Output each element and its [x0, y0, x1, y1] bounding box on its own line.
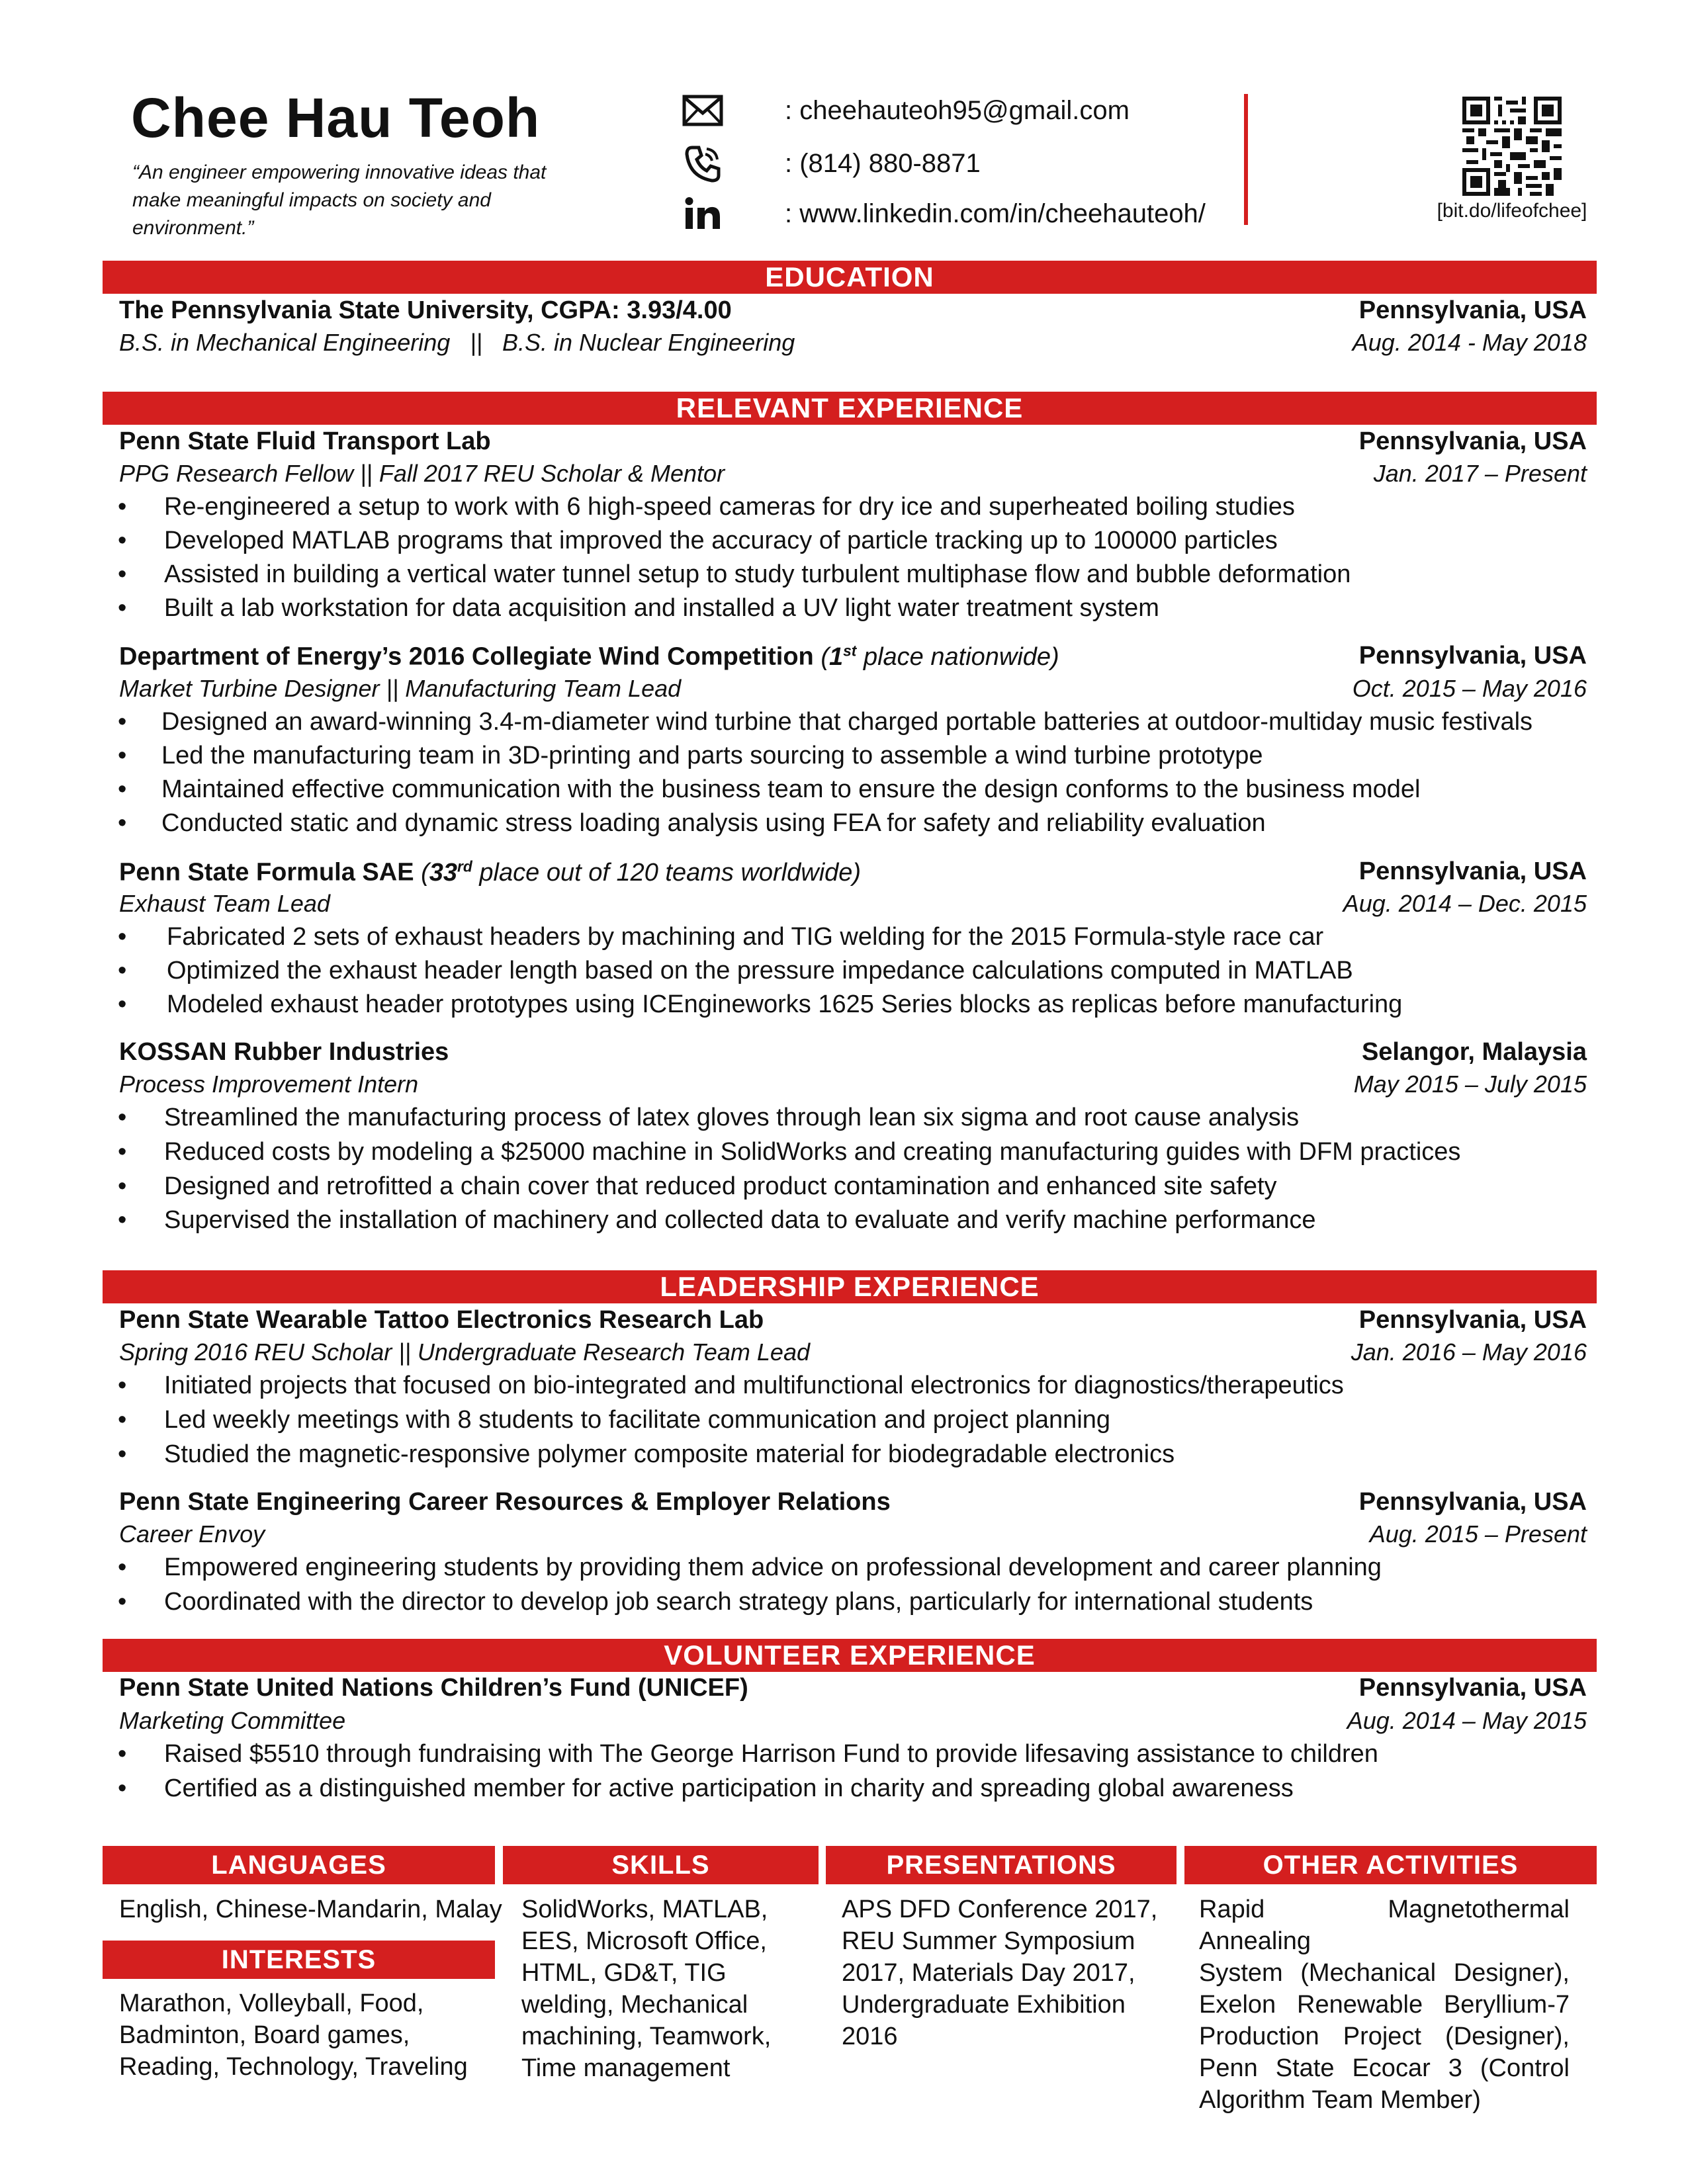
- entry-header: [119, 857, 1587, 891]
- entry-role: Career Envoy: [119, 1520, 265, 1548]
- other-activities-text: Rapid Magnetothermal Annealing System (Mechanical Designer), Exelon Renewable Beryllium-7 Production Project (Designer), Penn State Ecocar 3 (Control Algorithm Team Member): [1199, 1896, 1570, 2114]
- entry-dates: Aug. 2015 – Present: [1369, 1520, 1587, 1548]
- section-leadership-experience: LEADERSHIP EXPERIENCE: [103, 1270, 1597, 1303]
- entry-dates: Aug. 2014 – Dec. 2015: [1343, 890, 1587, 917]
- entry-org: Penn State Engineering Career Resources & Employer Relations: [119, 1488, 891, 1516]
- section-relevant-experience: RELEVANT EXPERIENCE: [103, 392, 1597, 425]
- entry-role-row: [119, 1707, 1587, 1740]
- entry-role: Process Improvement Intern: [119, 1070, 419, 1098]
- entry-header: [119, 1674, 1587, 1707]
- education-school-row: [119, 296, 1587, 329]
- entry-header: [119, 642, 1587, 675]
- education-dates: Aug. 2014 - May 2018: [1352, 329, 1587, 356]
- entry-location: Pennsylvania, USA: [1358, 427, 1587, 455]
- entry-org: Penn State Fluid Transport Lab: [119, 427, 491, 455]
- section-volunteer-experience: VOLUNTEER EXPERIENCE: [103, 1639, 1597, 1672]
- education-degree-row: [119, 329, 1587, 362]
- section-presentations: PRESENTATIONS: [826, 1846, 1177, 1884]
- education-location: Pennsylvania, USA: [1358, 296, 1587, 324]
- entry-role-row: [119, 1338, 1587, 1372]
- phone-text: : (814) 880-8871: [785, 148, 981, 178]
- linkedin-icon: [682, 193, 724, 235]
- qr-code-icon[interactable]: [1462, 97, 1562, 196]
- qr-label: [bit.do/lifeofchee]: [1437, 200, 1587, 222]
- entry-location: Selangor, Malaysia: [1361, 1038, 1587, 1066]
- section-interests: INTERESTS: [103, 1941, 495, 1979]
- contact-linkedin[interactable]: [682, 191, 1206, 237]
- entry-org: Department of Energy’s 2016 Collegiate Wind Competition (1st place nationwide): [119, 642, 1059, 671]
- entry-dates: May 2015 – July 2015: [1353, 1070, 1587, 1098]
- entry-org: Penn State United Nations Children’s Fund (UNICEF): [119, 1674, 748, 1702]
- entry-location: Pennsylvania, USA: [1358, 1674, 1587, 1702]
- entry-location: Pennsylvania, USA: [1358, 857, 1587, 885]
- contact-phone[interactable]: [682, 140, 981, 187]
- entry-role-row: [119, 675, 1587, 708]
- section-languages: LANGUAGES: [103, 1846, 495, 1884]
- entry-location: Pennsylvania, USA: [1358, 642, 1587, 670]
- section-education: EDUCATION: [103, 261, 1597, 294]
- entry-role: Market Turbine Designer || Manufacturing Team Lead: [119, 675, 682, 702]
- section-skills: SKILLS: [503, 1846, 819, 1884]
- entry-dates: Jan. 2017 – Present: [1373, 460, 1587, 487]
- entry-org: Penn State Wearable Tattoo Electronics Research Lab: [119, 1306, 764, 1334]
- section-other-activities: OTHER ACTIVITIES: [1184, 1846, 1597, 1884]
- entry-dates: Oct. 2015 – May 2016: [1352, 675, 1587, 702]
- education-school: The Pennsylvania State University, CGPA: 3.93/4.00: [119, 296, 732, 324]
- entry-dates: Jan. 2016 – May 2016: [1351, 1338, 1587, 1366]
- entry-role: Marketing Committee: [119, 1707, 346, 1734]
- entry-role-row: [119, 1070, 1587, 1104]
- education-degrees: B.S. in Mechanical Engineering || B.S. in Nuclear Engineering: [119, 329, 795, 356]
- entry-org: KOSSAN Rubber Industries: [119, 1038, 449, 1066]
- entry-org: Penn State Formula SAE (33rd place out of 120 teams worldwide): [119, 857, 862, 887]
- entry-location: Pennsylvania, USA: [1358, 1306, 1587, 1334]
- email-text: : cheehauteoh95@gmail.com: [785, 95, 1130, 125]
- entry-header: [119, 1038, 1587, 1071]
- candidate-name: Chee Hau Teoh: [131, 87, 541, 149]
- entry-role: Exhaust Team Lead: [119, 890, 330, 917]
- header-divider: [1244, 94, 1248, 225]
- entry-header: [119, 1306, 1587, 1339]
- linkedin-text: : www.linkedin.com/in/cheehauteoh/: [785, 198, 1206, 228]
- entry-role: Spring 2016 REU Scholar || Undergraduate Research Team Lead: [119, 1338, 810, 1366]
- entry-location: Pennsylvania, USA: [1358, 1488, 1587, 1516]
- entry-header: [119, 1488, 1587, 1521]
- entry-role-row: [119, 1520, 1587, 1553]
- tagline: “An engineer empowering innovative ideas that make meaningful impacts on society and environment.”: [132, 161, 547, 239]
- entry-role-row: [119, 890, 1587, 923]
- entry-dates: Aug. 2014 – May 2015: [1347, 1707, 1587, 1734]
- entry-role-row: [119, 460, 1587, 493]
- languages-text: English, Chinese-Mandarin, Malay: [119, 1896, 502, 1923]
- phone-icon: [682, 142, 724, 185]
- envelope-icon: [682, 89, 724, 132]
- entry-header: [119, 427, 1587, 460]
- skills-text: SolidWorks, MATLAB, EES, Microsoft Office, HTML, GD&T, TIG welding, Mechanical machining, Teamwork, Time management: [521, 1896, 772, 2082]
- entry-role: PPG Research Fellow || Fall 2017 REU Scholar & Mentor: [119, 460, 725, 487]
- presentations-text: APS DFD Conference 2017, REU Summer Symposium 2017, Materials Day 2017, Undergraduate Exhibition 2016: [842, 1896, 1158, 2050]
- interests-text: Marathon, Volleyball, Food, Badminton, Board games, Reading, Technology, Traveling: [119, 1989, 468, 2081]
- contact-email[interactable]: [682, 87, 1130, 134]
